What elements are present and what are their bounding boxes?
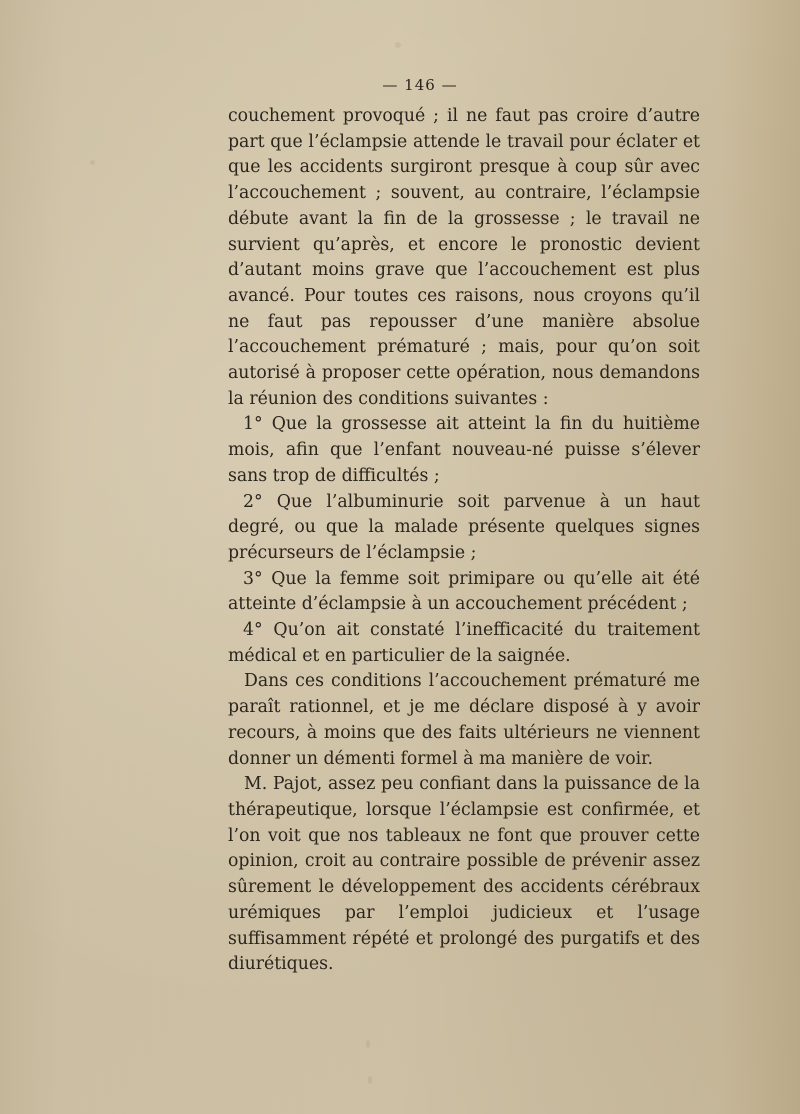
- condition-item-2: 2° Que l’albuminurie soit parvenue à un haut degré, ou que la malade présente quelques signes précurseurs de l’éclampsie ;: [228, 491, 700, 563]
- page-number: — 146 —: [382, 76, 458, 94]
- paper-stain: [368, 1076, 372, 1084]
- condition-item-4: 4° Qu’on ait constaté l’inefficacité du traitement médical et en particulier de la saignée.: [228, 620, 700, 666]
- condition-item-3: 3° Que la femme soit primipare ou qu’elle ait été atteinte d’éclampsie à un accouchement précédent ;: [228, 568, 700, 615]
- paragraph-conclusion: Dans ces conditions l’accouchement prématuré me paraît rationnel, et je me déclare disposé à y avoir recours, à moins que des faits ultérieurs ne viennent donner un démenti formel à ma manière de voir.: [228, 671, 700, 769]
- paper-stain: [366, 1040, 370, 1048]
- paragraph-pajot: M. Pajot, assez peu confiant dans la puissance de la thérapeutique, lorsque l’éclampsie est confirmée, et l’on voit que nos tableaux ne font que prouver cette opinion, croit au contraire possible de prévenir assez sûrement le développement des accidents cérébraux urémiques par l’emploi judicieux et l’usage suffisamment répété et prolongé des purgatifs et des diurétiques.: [228, 774, 700, 975]
- paper-stain: [395, 42, 401, 48]
- paper-stain: [90, 160, 95, 165]
- body-text: [228, 104, 700, 978]
- condition-item-1: 1° Que la grossesse ait atteint la fin du huitième mois, afin que l’enfant nouveau-né puisse s’élever sans trop de difficultés ;: [228, 414, 700, 486]
- paragraph-continuation: couchement provoqué ; il ne faut pas croire d’autre part que l’éclampsie attende le travail pour éclater et que les accidents surgiront presque à coup sûr avec l’accouchement ; souvent, au contraire, l’éclampsie débute avant la fin de la grossesse ; le travail ne survient qu’après, et encore le pronostic devient d’autant moins grave que l’accouchement est plus avancé. Pour toutes ces raisons, nous croyons qu’il ne faut pas repousser d’une manière absolue l’accouchement prématuré ; mais, pour qu’on soit autorisé à proposer cette opération, nous demandons la réunion des conditions suivantes :: [228, 106, 700, 409]
